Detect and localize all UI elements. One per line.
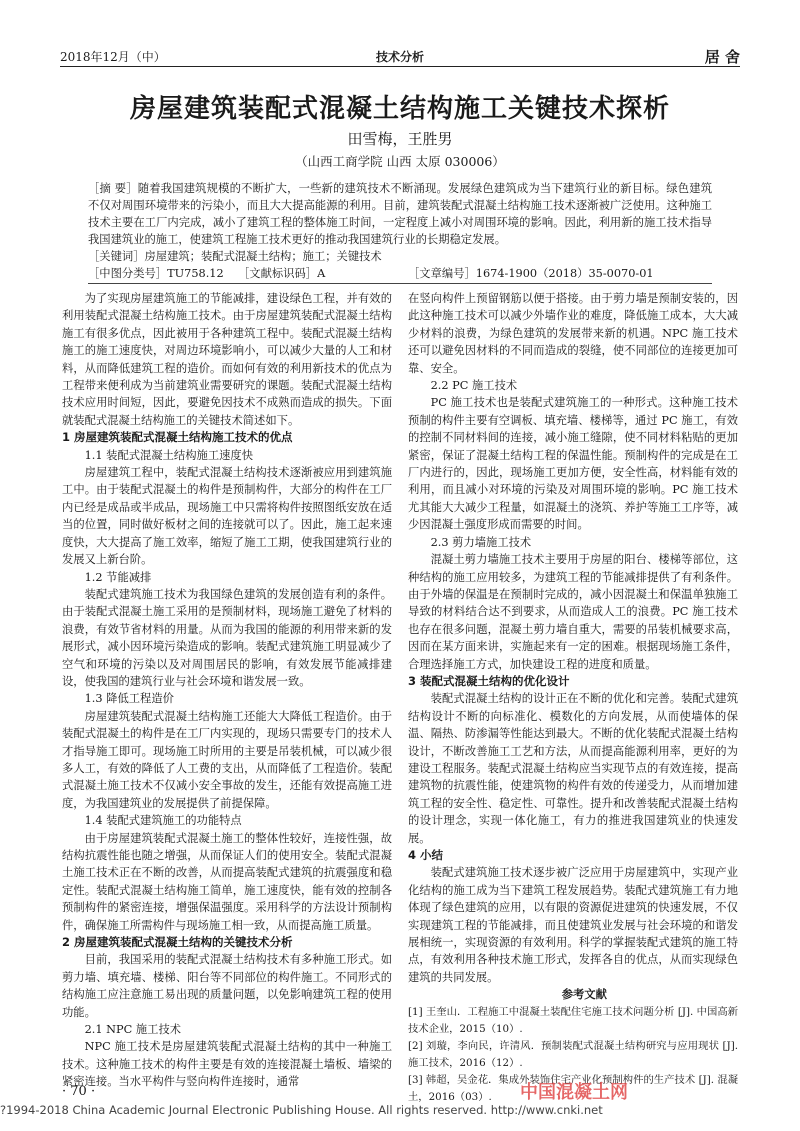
reference-item: [3] 韩超，吴金花．集成外装饰住宅产业化预制构件的生产技术 [J]. 混凝土，2016（03）. (408, 1073, 738, 1103)
paragraph: 目前，我国采用的装配式混凝土结构技术有多种施工形式。如剪力墙、填充墙、楼梯、阳台等不同部位的构件施工。不同形式的结构施工应注意施工易出现的质量问题，以免影响建筑工程的使用功能。 (62, 953, 392, 1019)
left-column (62, 290, 392, 1091)
subsection-heading: 2.1 NPC 施工技术 (84, 1023, 182, 1037)
reference-item: [1] 王奎山．工程施工中混凝土装配住宅施工技术问题分析 [J]. 中国高新技术企业，2015（10）. (408, 1005, 738, 1035)
paragraph: 由于房屋建筑装配式混凝土施工的整体性较好，连接性强，故结构抗震性能也随之增强，从而保证人们的使用安全。装配式混凝土施工技术正在不断的改善，从而提高装配式建筑的抗震强度和稳定性。装配式混凝土结构施工简单，施工速度快，能有效的控制各预制构件的紧密连接，增强保温强度。采用科学的方法设计预制构件，确保施工所需构件与现场施工相一致，从而提高施工质量。 (62, 831, 392, 932)
paragraph: 房屋建筑装配式混凝土结构施工还能大大降低工程造价。由于装配式混凝土的构件是在工厂内实现的，现场只需要专门的技术人才指导施工即可。现场施工时所用的主要是吊装机械，可以减少很多人工，有效的降低了人工费的支出，从而降低了工程造价。装配式混凝土施工技术不仅减小安全事故的发生，还能有效提高施工进度，为我国建筑业的发展提供了前提保障。 (62, 709, 392, 810)
paragraph: 混凝土剪力墙施工技术主要用于房屋的阳台、楼梯等部位，这种结构的施工应用较多，为建筑工程的节能减排提供了有利条件。由于外墙的保温是在预制时完成的，减小因混凝土和保温单独施工导致的材料结合达不到要求，从而造成人工的浪费。PC 施工技术也存在很多问题，混凝土剪力墙自重大，需要的吊装机械要求高，因而在某方面来讲，实施起来有一定的困难。根据现场施工条件，合理选择施工方式，加快建设工程的进度和质量。 (408, 553, 738, 671)
subsection-heading: 2.3 剪力墙施工技术 (430, 535, 532, 549)
paragraph: 房屋建筑工程中，装配式混凝土结构技术逐渐被应用到建筑施工中。由于装配式混凝土的构件是预制构件，大部分的构件在工厂内已经是成品或半成品，现场施工中只需将构件按照图纸安放在适当的位置，同时做好板材之间的连接就可以了。因此，施工起来速度快，大大提高了施工效率，缩短了施工工期，使我国建筑行业的发展又上新台阶。 (62, 466, 392, 567)
references-heading: 参考文献 (561, 988, 607, 1002)
journal-name: 居 舍 (704, 48, 740, 66)
section-heading: 2 房屋建筑装配式混凝土结构的关键技术分析 (62, 935, 293, 950)
paragraph: 装配式混凝土结构的设计正在不断的优化和完善。装配式建筑结构设计不断的向标准化、模数化的方向发展，从而使墙体的保温、隔热、防渗漏等性能达到最大。不断的优化装配式混凝土结构设计，不断改善施工工艺和方法，从而提高能源利用率，更好的为建设工程服务。装配式混凝土结构应当实现节点的有效连接，提高建筑物的抗震性能，使建筑物的构件有效的传递受力，从而增加建筑工程的安全性、稳定性、可靠性。提升和改善装配式混凝土结构的设计理念，实现一体化施工，有力的推进我国建筑业的快速发展。 (408, 692, 738, 845)
issue-date: 2018年12月（中） (60, 50, 166, 64)
right-column (408, 290, 738, 1106)
subsection-heading: 1.3 降低工程造价 (84, 692, 174, 706)
affiliation: （山西工商学院 山西 太原 030006） (295, 154, 505, 169)
keywords: ［关键词］房屋建筑；装配式混凝土结构；施工；关键技术 (88, 250, 382, 263)
classification-row (88, 265, 712, 282)
subsection-heading: 1.4 装配式建筑施工的功能特点 (84, 814, 242, 828)
page-number: · 70 · (62, 1084, 96, 1099)
watermark: 中国混凝土网 (520, 1082, 628, 1103)
paragraph: NPC 施工技术是房屋建筑装配式混凝土结构的其中一种施工技术。这种施工技术的构件主要是有效的连接混凝土墙板、墙梁的紧密连接。当水平构件与竖向构件连接时，通常 (62, 1040, 392, 1089)
running-header (60, 48, 740, 66)
article-number: ［文章编号］1674-1900（2018）35-0070-01 (408, 267, 654, 280)
paragraph: 为了实现房屋建筑施工的节能减排，建设绿色工程，并有效的利用装配式混凝土结构施工技术。由于房屋建筑装配式混凝土结构施工有很多优点，因此被用于各种建筑工程中。装配式混凝土结构施工的施工速度快，对周边环境影响小，可以减少大量的人工和材料，从而降低建筑工程的造价。而如何有效的利用新技术的优点为工程带来便利成为当前建筑业需要研究的课题。装配式混凝土结构技术应用时间短，因此，要避免因技术不成熟而造成的损失。下面就装配式混凝土结构施工的关键技术简述如下。 (62, 292, 392, 427)
reference-item: [2] 刘璇，李向民，许清风．预制装配式混凝土结构研究与应用现状 [J]. 施工技术，2016（12）. (408, 1039, 738, 1069)
header-rule (60, 66, 740, 67)
section-heading: 3 装配式混凝土结构的优化设计 (408, 673, 570, 688)
article-title: 房屋建筑装配式混凝土结构施工关键技术探析 (129, 94, 670, 124)
paragraph: PC 施工技术也是装配式建筑施工的一种形式。这种施工技术预制的构件主要有空调板、填充墙、楼梯等，通过 PC 施工，有效的控制不同材料间的连接，减小施工缝隙，使不同材料粘贴的更加紧密，保证了混凝土结构工程的保温性能。预制构件的完成是在工厂内进行的，因此，现场施工更加方便，安全性高，材料能有效的利用，而且减小对环境的污染及对周围环境的影响。PC 施工技术尤其能大大减少工程量，如混凝土的浇筑、养护等施工工序等，减少因混凝土强度形成而需要的时间。 (408, 396, 738, 532)
abstract: ［摘 要］随着我国建筑规模的不断扩大，一些新的建筑技术不断涌现。发展绿色建筑成为当下建筑行业的新目标。绿色建筑不仅对周围环境带来的污染小，而且大大提高能源的利用。目前，建筑装配式混凝土结构施工技术逐渐被广泛使用。这种施工技术主要在工厂内完成，减小了建筑工程的整体施工时间，一定程度上减小对周围环境的影响。因此，利用新的施工技术指导我国建筑业的施工，使建筑工程施工技术更好的推动我国建筑行业的长期稳定发展。 (88, 182, 712, 246)
paragraph: 装配式建筑施工技术逐步被广泛应用于房屋建筑中，实现产业化结构的施工成为当下建筑工程发展趋势。装配式建筑施工有力地体现了绿色建筑的应用，以有限的资源促进建筑的快速发展，不仅实现建筑工程的节能减排，而且使建筑业发展与社会环境的和谐发展相统一，实现资源的有效利用。科学的掌握装配式建筑的施工特点，有效利用各种技术施工形式，发挥各自的优点，从而实现绿色建筑的共同发展。 (408, 866, 738, 984)
subsection-heading: 1.1 装配式混凝土结构施工速度快 (84, 448, 254, 462)
front-separator (88, 283, 712, 284)
section-heading: 4 小结 (408, 848, 444, 862)
copyright-footer: ?1994-2018 China Academic Journal Electronic Publishing House. All rights reserved. http://www.cnki.net (0, 1103, 603, 1117)
section-name: 技术分析 (375, 50, 424, 64)
section-heading: 1 房屋建筑装配式混凝土结构施工技术的优点 (62, 430, 293, 445)
clc-number: ［中图分类号］TU758.12 (88, 267, 224, 280)
authors: 田雪梅，王胜男 (347, 130, 453, 148)
subsection-heading: 2.2 PC 施工技术 (430, 379, 518, 393)
paragraph: 装配式建筑施工技术为我国绿色建筑的发展创造有利的条件。由于装配式混凝土施工采用的是预制材料，现场施工避免了材料的浪费，有效节省材料的用量。从而为我国的能源的利用带来新的发展形式，减小因环境污染造成的影响。装配式建筑施工明显减少了空气和环境的污染以及对周围居民的影响，有效发展节能减排建设，使我国的建筑行业与社会环境和谐发展一致。 (62, 587, 392, 688)
front-matter (88, 180, 712, 282)
paragraph: 在竖向构件上预留钢筋以便于搭接。由于剪力墙是预制安装的，因此这种施工技术可以减少外墙作业的难度，降低施工成本，大大减少材料的浪费，为绿色建筑的发展带来新的机遇。NPC 施工技术还可以避免因材料的不同而造成的裂缝，使不同部位的连接更加可靠、安全。 (408, 292, 738, 375)
document-code: ［文献标识码］A (238, 267, 326, 280)
subsection-heading: 1.2 节能减排 (84, 570, 152, 584)
